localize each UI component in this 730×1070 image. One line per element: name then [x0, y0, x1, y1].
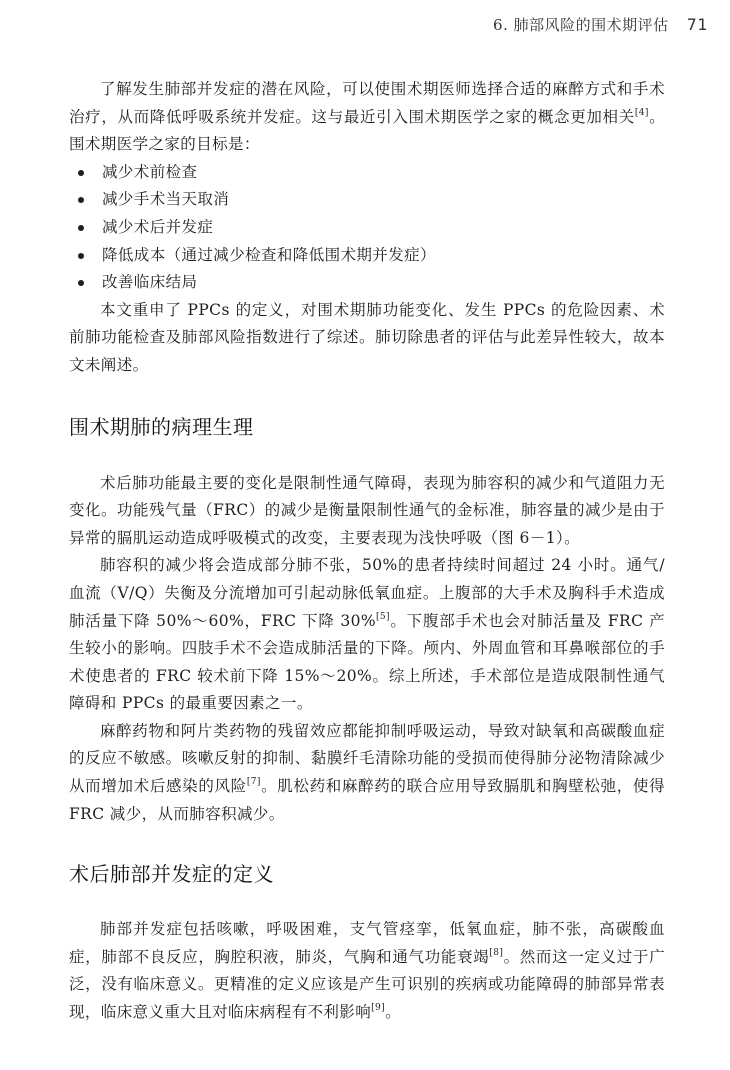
list-item: 减少手术当天取消 — [69, 186, 665, 214]
paragraph: 肺容积的减少将会造成部分肺不张，50%的患者持续时间超过 24 小时。通气/血流（V/Q）失衡及分流增加可引起动脉低氧血症。上腹部的大手术及胸科手术造成肺活量下降 50%～60%，FRC 下降 30%[5]。下腹部手术也会对肺活量及 FRC 产生较小的影响。四肢手术不会造成肺活量的下降。颅内、外周血管和耳鼻喉部位的手术使患者的 FRC 较术前下降 15%～20%。综上所述，手术部位是造成限制性通气障碍和 PPCs 的最重要因素之一。 — [69, 556, 665, 713]
list-item: 降低成本（通过减少检查和降低围术期并发症） — [69, 242, 665, 270]
paragraph: 肺部并发症包括咳嗽，呼吸困难，支气管痉挛，低氧血症，肺不张，高碳酸血症，肺部不良反应，胸腔积液，肺炎，气胸和通气功能衰竭[8]。然而这一定义过于广泛，没有临床意义。更精准的定义应该是产生可识别的疾病或功能障碍的肺部异常表现，临床意义重大且对临床病程有不利影响[9]。 — [69, 920, 665, 1022]
goals-list — [69, 159, 665, 297]
list-item: 减少术前检查 — [69, 159, 665, 187]
citation-7: [7] — [246, 777, 261, 788]
running-header — [493, 14, 708, 35]
section-heading-pathophysiology: 围术期肺的病理生理 — [69, 414, 254, 439]
paragraph: 麻醉药物和阿片类药物的残留效应都能抑制呼吸运动，导致对缺氧和高碳酸血症的反应不敏感。咳嗽反射的抑制、黏膜纤毛清除功能的受损而使得肺分泌物清除减少从而增加术后感染的风险[7]。肌松药和麻醉药的联合应用导致膈肌和胸壁松弛，使得 FRC 减少，从而肺容积减少。 — [69, 721, 665, 823]
paragraph: 术后肺功能最主要的变化是限制性通气障碍，表现为肺容积的减少和气道阻力无变化。功能残气量（FRC）的减少是衡量限制性通气的金标准，肺容量的减少是由于异常的膈肌运动造成呼吸模式的改变，主要表现为浅快呼吸（图 6－1）。 — [69, 473, 665, 547]
section-heading-definition: 术后肺部并发症的定义 — [69, 862, 274, 887]
page-body — [69, 76, 665, 1027]
intro-paragraph: 了解发生肺部并发症的潜在风险，可以使围术期医师选择合适的麻醉方式和手术治疗，从而降低呼吸系统并发症。这与最近引入围术期医学之家的概念更加相关[4]。围术期医学之家的目标是： — [69, 80, 665, 154]
citation-8: [8] — [489, 947, 504, 958]
citation-5: [5] — [376, 611, 390, 622]
citation-4: [4] — [634, 107, 649, 118]
running-title: 6. 肺部风险的围术期评估 — [493, 16, 669, 34]
summary-paragraph: 本文重申了 PPCs 的定义，对围术期肺功能变化、发生 PPCs 的危险因素、术前肺功能检查及肺部风险指数进行了综述。肺切除患者的评估与此差异性较大，故本文未阐述。 — [69, 300, 665, 374]
list-item: 改善临床结局 — [69, 269, 665, 297]
page-number: 71 — [686, 15, 708, 34]
list-item: 减少术后并发症 — [69, 214, 665, 242]
citation-9: [9] — [371, 1003, 386, 1014]
